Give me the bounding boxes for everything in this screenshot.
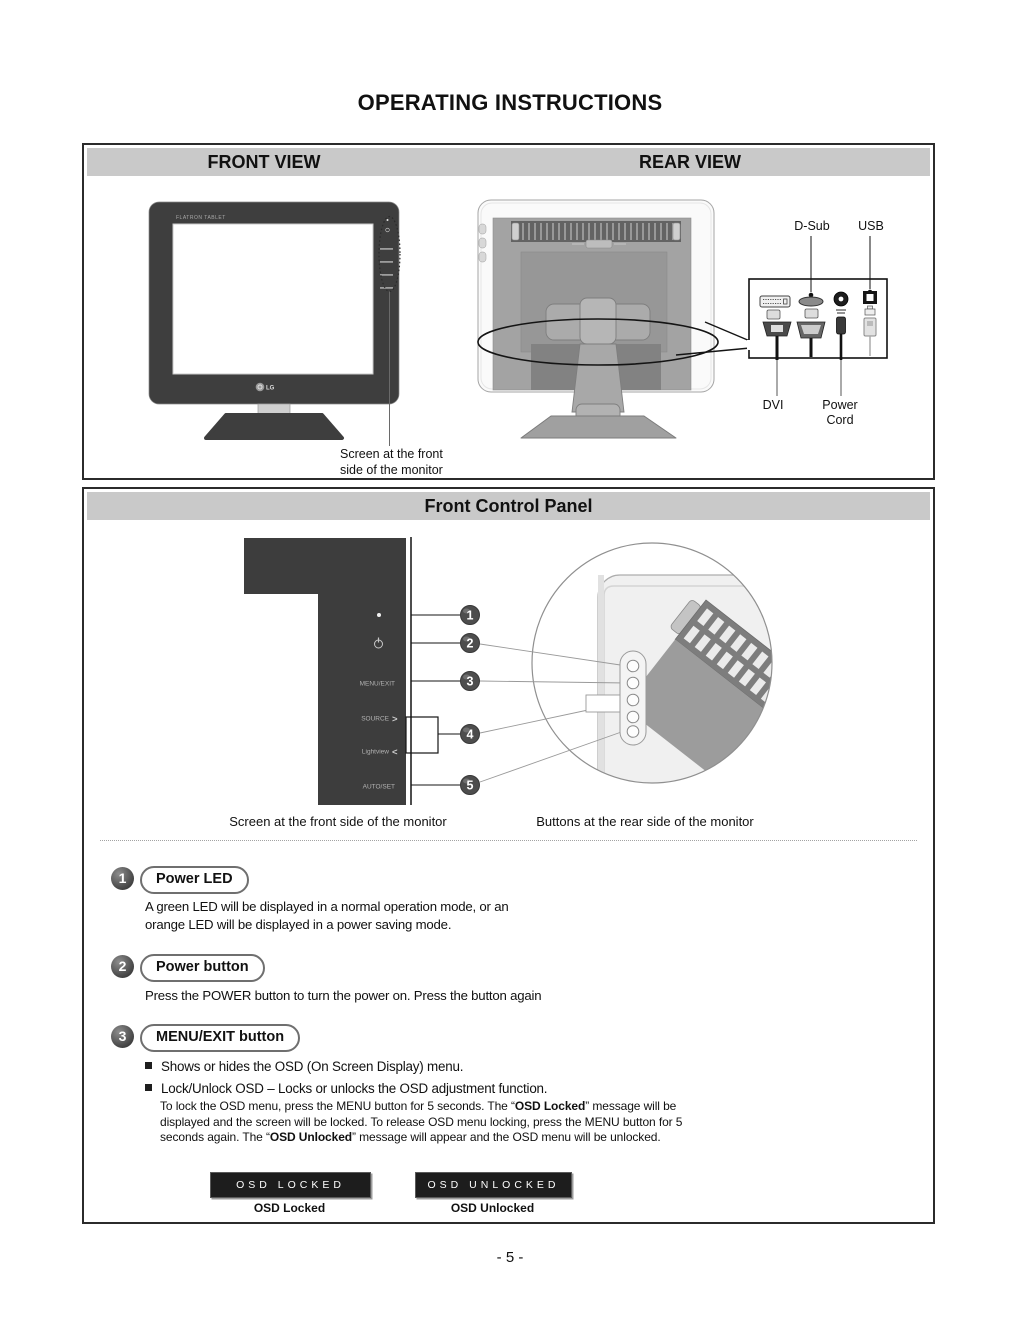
panel-rear-caption: Buttons at the rear side of the monitor — [536, 814, 754, 829]
osd-locked-box: OSD LOCKED — [210, 1172, 371, 1198]
bezel-corner-shape — [244, 538, 406, 805]
dsub-label: D-Sub — [794, 219, 830, 233]
panel-front-caption: Screen at the front side of the monitor — [229, 814, 447, 829]
lightview-arrow: < — [392, 747, 398, 758]
usb-label: USB — [858, 219, 884, 233]
source-arrow: > — [392, 714, 398, 725]
section-3-title: MENU/EXIT button — [140, 1024, 300, 1052]
bullet-icon — [145, 1084, 152, 1091]
rear-stand-arm — [572, 344, 624, 412]
menu-exit-label: MENU/EXIT — [359, 680, 395, 688]
callout-badge-3 — [461, 672, 480, 691]
section-3-badge: 3 — [111, 1025, 134, 1048]
bullet-icon — [145, 1062, 152, 1069]
power-cord-label: Power Cord — [822, 398, 858, 427]
section-2-badge: 2 — [111, 955, 134, 978]
svg-text:5: 5 — [466, 778, 474, 793]
control-panel-header: Front Control Panel — [424, 496, 593, 516]
source-label: SOURCE — [361, 715, 389, 723]
front-monitor-illustration — [149, 202, 400, 446]
section-3-detail: To lock the OSD menu, press the MENU button for 5 seconds. The “OSD Locked” message will be displayed and the screen will be locked. To release OSD menu locking, press the MENU button for 5 seconds again. The “OSD Unlocked” message will appear and the OSD menu will be unlocked. — [160, 1099, 683, 1145]
section-2-title: Power button — [140, 954, 265, 982]
osd-unlocked-caption: OSD Unlocked — [450, 1201, 535, 1215]
osd-locked-caption: OSD Locked — [253, 1201, 326, 1215]
rear-button-cluster — [620, 651, 646, 745]
section-3-bullet-2: Lock/Unlock OSD – Locks or unlocks the OSD adjustment function. — [145, 1081, 547, 1096]
front-stand-base — [206, 415, 342, 438]
svg-text:4: 4 — [466, 727, 474, 742]
auto-set-label: AUTO/SET — [362, 783, 395, 791]
callout-badges — [461, 606, 480, 795]
dotted-separator — [100, 840, 917, 841]
power-led-dot — [377, 613, 381, 617]
views-header-bar — [87, 148, 930, 176]
brand-text: FLATRON TABLET — [176, 215, 226, 221]
rear-view-header: REAR VIEW — [638, 152, 742, 172]
front-view-caption: Screen at the front side of the monitor — [340, 447, 443, 477]
dvi-label: DVI — [762, 398, 784, 412]
section-1-title: Power LED — [140, 866, 249, 894]
vent-slats — [517, 223, 673, 240]
connector-detail-box — [747, 236, 887, 396]
callout-notch — [747, 340, 751, 350]
front-control-panel — [82, 487, 935, 1224]
section-3-bullet-1: Shows or hides the OSD (On Screen Display) menu. — [145, 1059, 463, 1074]
section-1-body: A green LED will be displayed in a normal operation mode, or an orange LED will be displayed in a power saving mode. — [145, 899, 509, 932]
rear-monitor-illustration — [478, 200, 750, 438]
callout-badge-4 — [461, 725, 480, 744]
svg-text:2: 2 — [466, 636, 474, 651]
rear-side-buttons — [479, 224, 486, 262]
page-number: - 5 - — [496, 1249, 524, 1266]
rear-stand-base — [521, 416, 676, 438]
lg-logo-text: LG — [266, 385, 275, 392]
section-1-badge: 1 — [111, 867, 134, 890]
page-title: OPERATING INSTRUCTIONS — [357, 90, 663, 115]
section-2-body: Press the POWER button to turn the power on. Press the button again — [145, 988, 542, 1003]
svg-text:3: 3 — [466, 674, 474, 689]
svg-text:1: 1 — [466, 608, 474, 623]
callout-badge-1 — [461, 606, 480, 625]
control-panel-illustration — [84, 516, 933, 841]
front-led-dot — [387, 219, 389, 221]
lightview-label: Lightview — [361, 748, 389, 756]
callout-lines — [411, 615, 460, 785]
osd-unlocked-box: OSD UNLOCKED — [415, 1172, 572, 1198]
front-view-header: FRONT VIEW — [207, 152, 321, 172]
callout-badge-2 — [461, 634, 480, 653]
front-rear-view-panel — [82, 143, 935, 480]
callout-badge-5 — [461, 776, 480, 795]
